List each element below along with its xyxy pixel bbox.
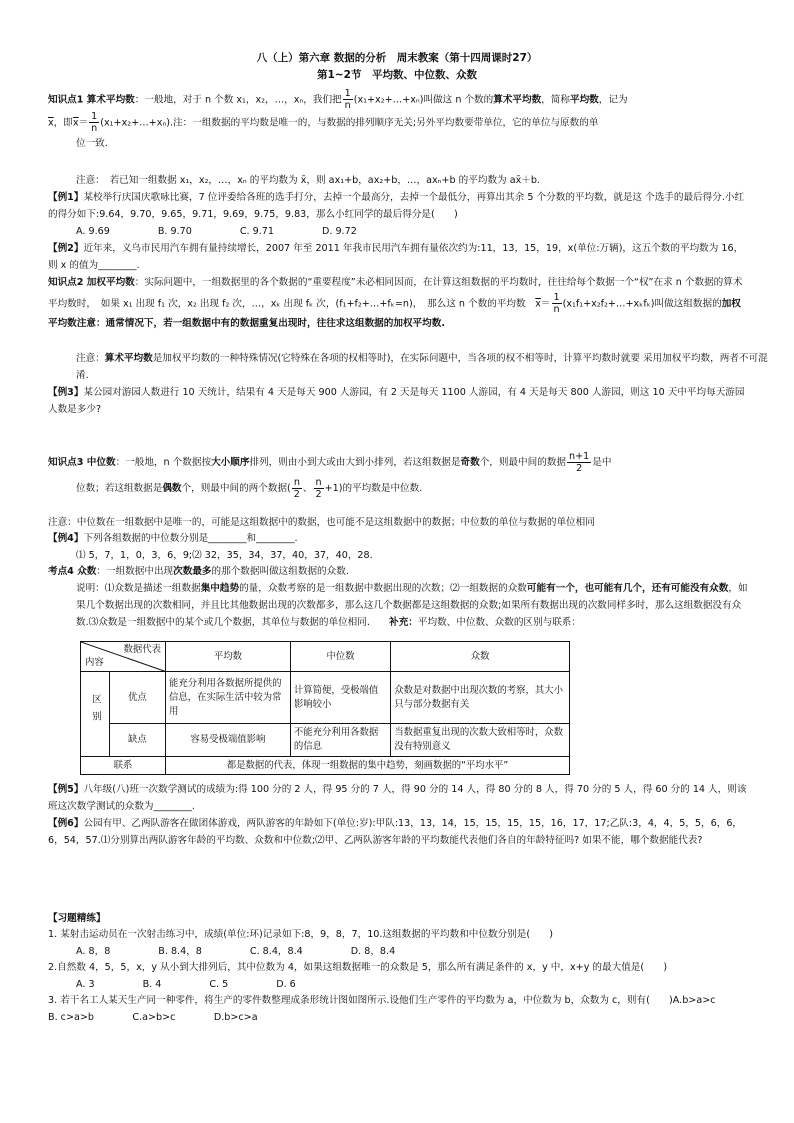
cell-cons-mean: 容易受极端值影响 — [165, 724, 290, 757]
example-2: 【例2】近年来，义乌市民用汽车拥有量持续增长，2007 年至 2011 年我市民用汽车拥有量依次约为:11，13，15，19，x(单位:万辆)，这五个数的平均数为 16，则 x 的值为________. — [48, 243, 744, 271]
column-header-mean: 平均数 — [165, 642, 290, 672]
example-3: 【例3】某公园对游园人数进行 10 天统计，结果有 4 天是每天 900 人游园，有 2 天是每天 1100 人游园，有 4 天是每天 800 人游园，则这 10 天中平均每天游园人数是多少? — [48, 387, 745, 415]
fraction-1-over-n: $\frac{1}{n}$ — [91, 111, 98, 134]
column-header-median: 中位数 — [290, 642, 390, 672]
example-4: 【例4】下列各组数据的中位数分别是________和________. ⑴ 5，7，1，0，3，6，9;⑵ 32，35，34，37，40，37，40，28. — [48, 533, 373, 561]
cell-link: 都是数据的代表，体现一组数据的集中趋势，刻画数据的“平均水平” — [165, 757, 569, 775]
page-title: 八（上）第六章 数据的分析 周末教案（第十四周课时27） — [256, 52, 538, 64]
kp3-note: 注意：中位数在一组数据中是唯一的，可能是这组数据中的数据，也可能不是这组数据中的数据；中位数的单位与数据的单位相同 — [48, 517, 595, 528]
example-1-options: A. 9.69 B. 9.70 C. 9.71 D. 9.72 — [76, 226, 357, 237]
cell-pros-mode: 众数是对数据中出现次数的考察，其大小只与部分数据有关 — [391, 672, 570, 724]
cell-cons-mode: 当数据重复出现的次数大致相等时，众数没有特别意义 — [391, 724, 570, 757]
comparison-table — [80, 641, 570, 775]
practice-question-3: 3. 若干名工人某天生产同一种零件，将生产的零件数整理成条形统计图如图所示.设他们生产零件的平均数为 a，中位数为 b，众数为 c，则有( )A.b>a>c B. c>a>b C.a>b>c D.b>c>a — [48, 995, 754, 1023]
fraction-1-over-n: $\frac{1}{n}$ — [344, 88, 351, 111]
kp1-label: 知识点1 算术平均数 — [48, 94, 135, 106]
row-label-cons: 缺点 — [109, 724, 165, 757]
column-header-mode: 众数 — [391, 642, 570, 672]
cell-pros-median: 计算简便，受极端值影响较小 — [290, 672, 390, 724]
kp1-note: 注意： 若已知一组数据 x₁，x₂，…，xₙ 的平均数为 x̄，则 ax₁+b，ax₂+b，…，axₙ+b 的平均数为 ax̄＋b. — [76, 175, 540, 186]
example-5: 【例5】八年级(八)班一次数学测试的成绩为:得 100 分的 2 人，得 95 分的 7 人，得 90 分的 14 人，得 80 分的 8 人，得 70 分的 5 人，得 60 分的 14 人，则该班这次数学测试的众数为________. — [48, 784, 747, 812]
kp4-explanation: 说明：⑴众数是描述一组数据集中趋势的量，众数考察的是一组数据中数据出现的次数；⑵一组数据的众数可能有一个，也可能有几个，还有可能没有众数，如果几个数据出现的次数相同，并且比其他数据出现的次数都多，那么这几个数据都是这组数据的众数;如果所有数据出现的次数同样多时，那么这组数据没有众数.⑶众数是一组数据中的某个或几个数据，其单位与数据的单位相同. 补充：平均数、中位数、众数的区别与联系： — [76, 583, 748, 628]
fraction-1-over-n: $\frac{1}{n}$ — [553, 292, 560, 315]
practice-heading: 【习题精练】 — [48, 913, 106, 924]
knowledge-point-1: 知识点1 算术平均数：一般地，对于 n 个数 x₁，x₂，…，xₙ，我们把 $\frac{1}{n}$ (x₁+x₂+…+xₙ)叫做这 n 个数的算术平均数，简称平均数，记为 $\overline{x}$，即$\overline{x}=$ $\frac{1}{n}$ (x₁+x₂+…+xₙ).注：一组数据的平均数是唯一的，与数据的排列顺序无关;另外平均数要带单位，它的单位与原数的单 位一致. — [48, 88, 628, 149]
practice-question-2: 2.自然数 4，5，5，x，y 从小到大排列后，其中位数为 4，如果这组数据唯一的众数是 5，那么所有满足条件的 x，y 中，x+y 的最大值是( ) A. 3 B. 4 C. 5 D. 6 — [48, 962, 668, 990]
row-group-difference: 区别 — [81, 672, 110, 757]
row-label-link: 联系 — [81, 757, 166, 775]
page-subtitle: 第1~2节 平均数、中位数、众数 — [317, 69, 477, 81]
row-label-pros: 优点 — [109, 672, 165, 724]
practice-question-1: 1. 某射击运动员在一次射击练习中，成绩(单位:环)记录如下:8，9，8，7，10.这组数据的平均数和中位数分别是( ) A. 8，8 B. 8.4，8 C. 8.4，8.4 D. 8，8.4 — [48, 929, 554, 957]
table-diagonal-header: 数据代表 内容 — [81, 642, 166, 672]
knowledge-point-3: 知识点3 中位数：一般地，n 个数据按大小顺序排列，则由小到大或由大到小排列，若这组数据是奇数个，则最中间的数据 $\frac{n+1}{2}$ 是中 位数；若这组数据是偶数个，则最中间的两个数据( $\frac{n}{2}$ 、 $\frac{n}{2}$ +1)的平均数是中位数. — [48, 450, 612, 500]
knowledge-point-4: 考点4 众数：一组数据中出现次数最多的那个数据叫做这组数据的众数. — [48, 566, 349, 577]
knowledge-point-2: 知识点2 加权平均数：实际问题中，一组数据里的各个数据的“重要程度”未必相同因而，在计算这组数据的平均数时，往往给每个数据一个“权”在求 n 个数据的算术平均数时， 如果 x₁ 出现 f₁ 次，x₂ 出现 f₂ 次，…，xₖ 出现 fₖ 次，(f₁+f₂+…+fₖ=n)， 那么这 n 个数的平均数 $\overline{x}=$ $\frac{1}{n}$ (x₁f₁+x₂f₂+…+xₖfₖ)叫做这组数据的加权平均数注意：通常情况下，若一组数据中有的数据重复出现时，往往求这组数据的加权平均数. — [48, 277, 743, 329]
kp2-note: 注意：算术平均数是加权平均数的一种特殊情况(它特殊在各项的权相等时)，在实际问题中，当各项的权不相等时，计算平均数时就要 采用加权平均数，两者不可混淆. — [76, 353, 768, 381]
fraction-n-over-2: $\frac{n}{2}$ — [315, 476, 322, 500]
example-1: 【例1】某校举行庆国庆歌咏比赛，7 位评委给各班的选手打分，去掉一个最高分，去掉一个最低分，再算出其余 5 个分数的平均数，就是这 个选手的最后得分.小红的得分如下:9.64，9.70，9.65，9.71，9.69，9.75，9.83，那么小红同学的最后得分是( ) A. 9.69 B. 9.70 C. 9.71 D. 9.72 — [48, 192, 745, 237]
cell-cons-median: 不能充分利用各数据的信息 — [290, 724, 390, 757]
example-6: 【例6】公园有甲、乙两队游客在做团体游戏，两队游客的年龄如下(单位:岁):甲队:13，13，14，15，15，15，15，16，17，17;乙队:3，4，4，5，5，6，6，6，54，57.⑴分别算出两队游客年龄的平均数、众数和中位数;⑵甲、乙两队游客年龄的平均数能代表他们各自的年龄特征吗? 如果不能，哪个数据能代表? — [48, 818, 743, 846]
fraction-n-plus-1-over-2: $\frac{n+1}{2}$ — [569, 450, 590, 474]
cell-pros-mean: 能充分利用各数据所提供的信息，在实际生活中较为常用 — [165, 672, 290, 724]
fraction-n-over-2: $\frac{n}{2}$ — [293, 476, 300, 500]
x-bar: $\overline{x}$ — [48, 117, 54, 129]
